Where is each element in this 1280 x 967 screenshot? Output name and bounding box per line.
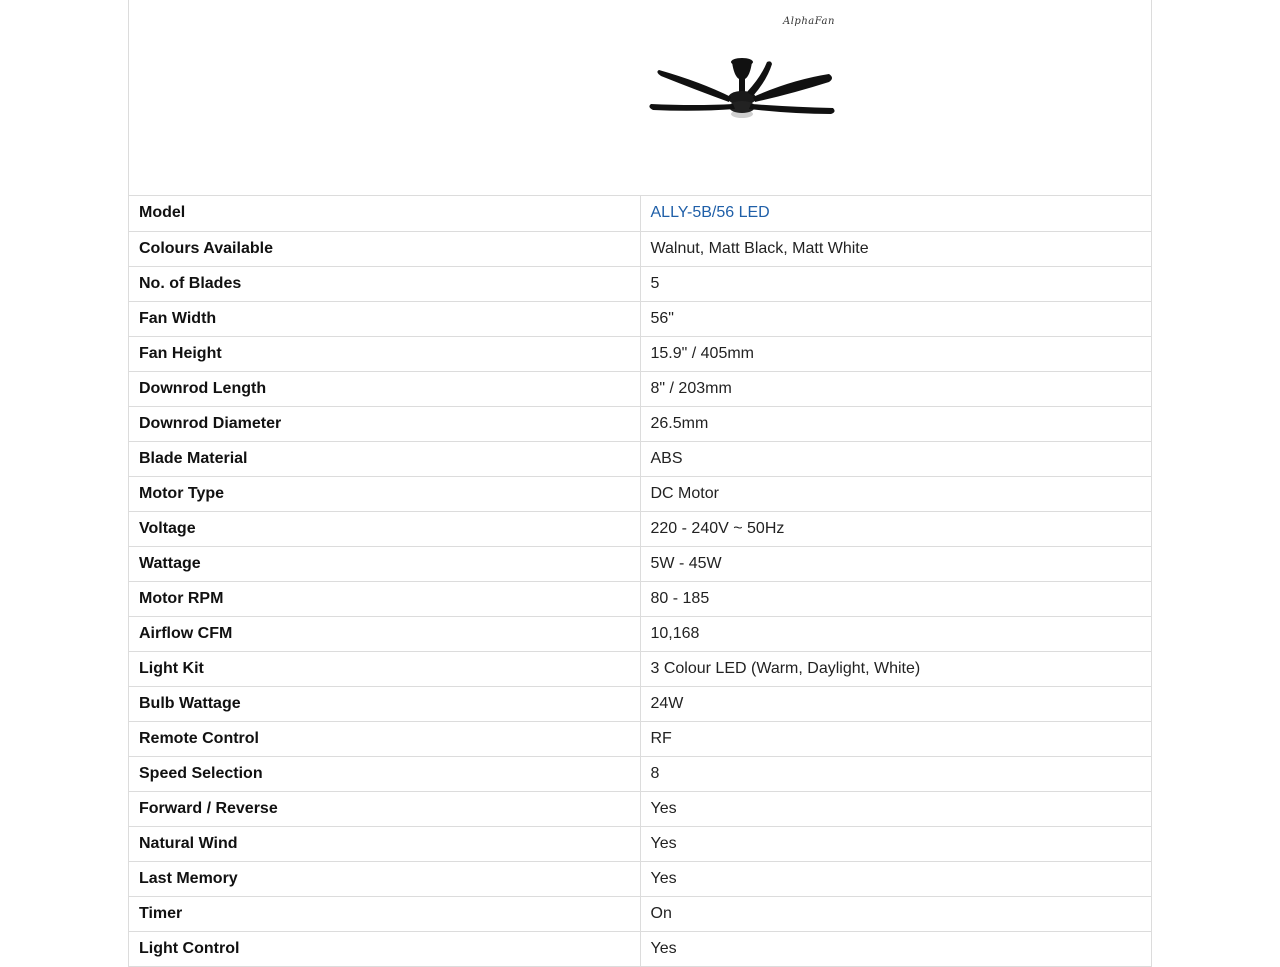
spec-value: RF [640, 721, 1151, 756]
spec-row [129, 406, 1151, 441]
spec-row [129, 896, 1151, 931]
spec-value [640, 196, 1151, 231]
spec-label: Voltage [129, 511, 640, 546]
spec-row [129, 231, 1151, 266]
spec-row [129, 756, 1151, 791]
spec-label: Colours Available [129, 231, 640, 266]
spec-value: 8" / 203mm [640, 371, 1151, 406]
spec-label: Fan Width [129, 301, 640, 336]
spec-label: No. of Blades [129, 266, 640, 301]
spec-label: Timer [129, 896, 640, 931]
spec-row [129, 476, 1151, 511]
spec-label: Downrod Diameter [129, 406, 640, 441]
spec-label: Fan Height [129, 336, 640, 371]
spec-value: Yes [640, 931, 1151, 966]
spec-row [129, 791, 1151, 826]
spec-row [129, 931, 1151, 966]
spec-label: Model [129, 196, 640, 231]
spec-row [129, 441, 1151, 476]
spec-row [129, 546, 1151, 581]
spec-label: Last Memory [129, 861, 640, 896]
spec-value: 3 Colour LED (Warm, Daylight, White) [640, 651, 1151, 686]
model-link[interactable]: ALLY-5B/56 LED [650, 204, 770, 222]
spec-row [129, 721, 1151, 756]
spec-value: ABS [640, 441, 1151, 476]
spec-label: Light Kit [129, 651, 640, 686]
spec-row [129, 651, 1151, 686]
ceiling-fan-image [641, 52, 841, 132]
spec-row [129, 336, 1151, 371]
spec-label: Speed Selection [129, 756, 640, 791]
spec-value: DC Motor [640, 476, 1151, 511]
spec-row [129, 196, 1151, 231]
spec-label: Forward / Reverse [129, 791, 640, 826]
spec-label: Airflow CFM [129, 616, 640, 651]
spec-value: 26.5mm [640, 406, 1151, 441]
spec-value: 220 - 240V ~ 50Hz [640, 511, 1151, 546]
spec-label: Downrod Length [129, 371, 640, 406]
spec-value: Yes [640, 826, 1151, 861]
spec-row [129, 301, 1151, 336]
spec-label: Wattage [129, 546, 640, 581]
spec-value: Yes [640, 861, 1151, 896]
spec-value: 56" [640, 301, 1151, 336]
spec-label: Light Control [129, 931, 640, 966]
spec-row [129, 266, 1151, 301]
spec-row [129, 616, 1151, 651]
spec-label: Motor Type [129, 476, 640, 511]
spec-value: On [640, 896, 1151, 931]
spec-row [129, 371, 1151, 406]
spec-row [129, 511, 1151, 546]
brand-logo: AlphaFan [783, 16, 835, 27]
spec-value: 5 [640, 266, 1151, 301]
spec-label: Bulb Wattage [129, 686, 640, 721]
product-spec-box [128, 0, 1152, 967]
spec-row [129, 861, 1151, 896]
product-image-row [129, 0, 1151, 196]
spec-label: Natural Wind [129, 826, 640, 861]
spec-value: 80 - 185 [640, 581, 1151, 616]
spec-label: Remote Control [129, 721, 640, 756]
spec-row [129, 581, 1151, 616]
spec-value: 5W - 45W [640, 546, 1151, 581]
spec-value: 8 [640, 756, 1151, 791]
spec-value: Yes [640, 791, 1151, 826]
spec-label: Blade Material [129, 441, 640, 476]
spec-row [129, 686, 1151, 721]
spec-value: Walnut, Matt Black, Matt White [640, 231, 1151, 266]
spec-value: 10,168 [640, 616, 1151, 651]
spec-table [129, 196, 1151, 967]
spec-row [129, 826, 1151, 861]
spec-label: Motor RPM [129, 581, 640, 616]
spec-value: 15.9" / 405mm [640, 336, 1151, 371]
spec-value: 24W [640, 686, 1151, 721]
